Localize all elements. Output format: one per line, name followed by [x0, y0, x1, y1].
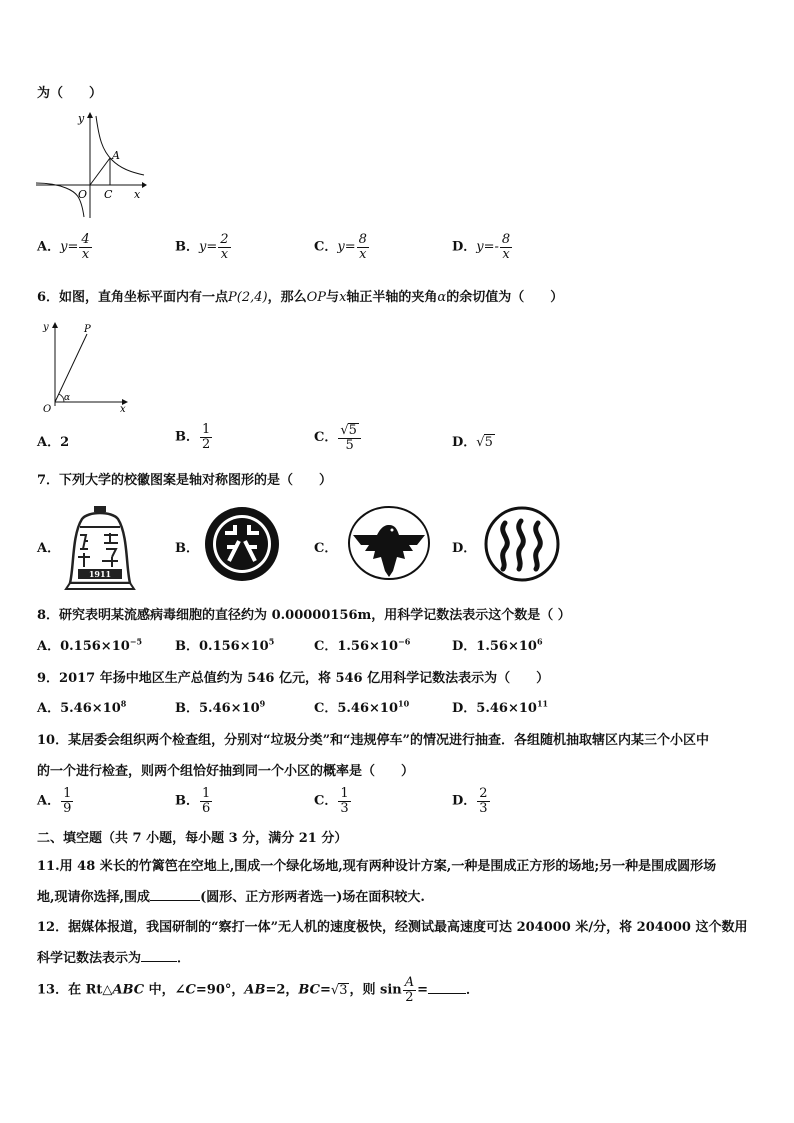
q12-line-1: 12．据媒体报道，我国研制的“察打一体”无人机的速度极快，经测试最高速度可达 204000 米/分，将 204000 这个数用	[37, 920, 748, 935]
q9-option-b[interactable]: B．$5.46\times 10^9$	[175, 698, 266, 716]
q10-line-2: 的一个进行检查，则两个组恰好抽到同一个小区的概率是（ ）	[37, 764, 415, 779]
q6-graph	[40, 316, 132, 416]
bell-top	[94, 506, 106, 512]
y-axis-arrow	[87, 112, 93, 118]
q6-option-a[interactable]: A．2	[37, 435, 70, 450]
q10-option-b[interactable]: B． $\frac{1}{6}$	[175, 786, 211, 816]
q9-option-c[interactable]: C．$5.46\times 10^{10}$	[314, 698, 410, 716]
label-x: x	[134, 188, 141, 201]
bell-base	[66, 583, 134, 589]
q10-option-d[interactable]: D． $\frac{2}{3}$	[452, 786, 488, 816]
q5-option-c[interactable]: C．y= $\frac{8}{x}$	[314, 232, 367, 262]
core-disc	[216, 518, 268, 570]
q7-stem: 7．下列大学的校徽图案是轴对称图形的是（ ）	[37, 473, 333, 488]
label-a: A	[112, 149, 120, 162]
q7-letter-a[interactable]: A．	[37, 541, 61, 556]
q5-option-b[interactable]: B．y= $\frac{2}{x}$	[175, 232, 229, 262]
emblem-b[interactable]	[203, 505, 281, 583]
q10-option-a[interactable]: A． $\frac{1}{9}$	[37, 786, 72, 816]
label-o: O	[78, 188, 88, 201]
hyperbola-branch-1	[96, 116, 144, 175]
q6-option-b[interactable]: B． $\frac{1}{2}$	[175, 422, 211, 452]
q7-letter-c[interactable]: C．	[314, 541, 338, 556]
y-axis-arrow	[52, 322, 58, 328]
q8-option-c[interactable]: C．$1.56\times 10^{-6}$	[314, 636, 411, 654]
q5-graph	[36, 108, 148, 220]
label-x: x	[120, 404, 126, 415]
hyperbola-branch-2	[36, 183, 84, 217]
segment-oa	[90, 158, 110, 185]
q5-stem-tail: 为（ ）	[37, 86, 103, 101]
q8-option-b[interactable]: B．$0.156\times 10^5$	[175, 636, 275, 654]
label-alpha: α	[64, 393, 71, 403]
x-axis-arrow	[142, 182, 147, 188]
emblem-a-bell[interactable]	[62, 505, 138, 591]
label-p: P	[84, 324, 91, 335]
label-y: y	[43, 322, 49, 333]
q5-option-a[interactable]: A．y= $\frac{4}{x}$	[37, 232, 90, 262]
q9-option-a[interactable]: A．$5.46\times 10^8$	[37, 698, 127, 716]
q6-stem: 6．如图，直角坐标平面内有一点P(2,4)，那么OP与x轴正半轴的夹角α的余切值为（ ）	[37, 290, 564, 305]
eagle-eye	[391, 529, 394, 532]
q13-stem: 13．在 Rt△ABC 中，∠C=90°，AB=2，BC=√3 ，则 sin $\frac{A}{2}$ = ．	[37, 975, 480, 1005]
emblem-c[interactable]	[347, 505, 431, 581]
q12-answer-blank[interactable]	[141, 961, 177, 962]
emblem-d[interactable]	[483, 505, 561, 583]
segment-op	[55, 334, 87, 402]
q6-option-c[interactable]: C． $\frac{√5}{5}$	[314, 423, 362, 452]
label-y: y	[78, 112, 85, 125]
q8-stem: 8．研究表明某流感病毒细胞的直径约为 0.00000156m，用科学记数法表示这个数是（ ）	[37, 608, 571, 623]
q10-option-c[interactable]: C． $\frac{1}{3}$	[314, 786, 349, 816]
q7-letter-d[interactable]: D．	[452, 541, 477, 556]
label-c: C	[104, 188, 113, 201]
q8-option-d[interactable]: D．$1.56\times 10^6$	[452, 636, 543, 654]
q11-line-2: 地,现请你选择,围成 (圆形、正方形两者选一)场在面积较大.	[37, 890, 425, 905]
q6-option-d[interactable]: D．√5	[452, 435, 493, 450]
q5-option-d[interactable]: D．y=- $\frac{8}{x}$	[452, 232, 511, 262]
q11-answer-blank[interactable]	[150, 900, 200, 901]
q7-letter-b[interactable]: B．	[175, 541, 199, 556]
q11-line-1: 11.用 48 米长的竹篱笆在空地上,围成一个绿化场地,现有两种设计方案,一种是围成正方形的场地;另一种是围成圆形场	[37, 859, 717, 874]
emblem-a-year: 1911	[88, 569, 112, 579]
q12-line-2: 科学记数法表示为 ．	[37, 951, 191, 966]
q10-line-1: 10．某居委会组织两个检查组，分别对“垃圾分类”和“违规停车”的情况进行抽查．各组随机抽取辖区内某三个小区中	[37, 733, 710, 748]
q9-option-d[interactable]: D．$5.46\times 10^{11}$	[452, 698, 549, 716]
q8-option-a[interactable]: A．$0.156\times 10^{-5}$	[37, 636, 143, 654]
q9-stem: 9．2017 年扬中地区生产总值约为 546 亿元，将 546 亿用科学记数法表示为（ ）	[37, 671, 550, 686]
q13-answer-blank[interactable]	[428, 993, 466, 994]
label-o: O	[43, 404, 52, 415]
section-2-heading: 二、填空题（共 7 小题，每小题 3 分，满分 21 分）	[37, 831, 348, 846]
